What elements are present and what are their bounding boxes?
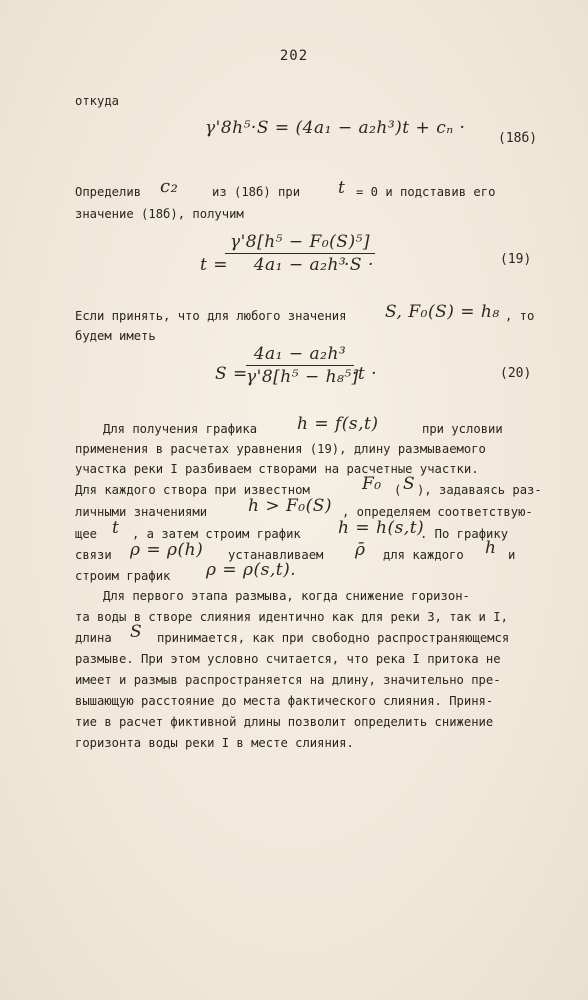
text-paren-open: (: [394, 483, 402, 497]
symbol-s-1: S: [403, 474, 416, 494]
equation-19-label: (19): [500, 252, 532, 267]
text-lichnymi: личными значениями: [75, 505, 208, 519]
symbol-s-fo-s: S, F₀(S) = h₈: [385, 302, 500, 322]
text-uchastka: участка реки I разбиваем створами на расчетные участки.: [75, 462, 479, 476]
text-gorizonta: горизонта воды реки I в месте слияния.: [75, 736, 354, 750]
text-prinimaetsya: принимается, как при свободно распространяющемся: [157, 631, 510, 645]
equation-20-label: (20): [500, 366, 532, 381]
text-opredeliv: Определив: [75, 185, 142, 199]
equation-19-numerator: γ'8[h⁵ − F₀(S)⁵]: [225, 232, 375, 254]
text-iz-18b: из (18б) при: [212, 185, 301, 199]
symbol-h-h-st: h = h(s,t): [338, 518, 425, 538]
symbol-h-1: h: [485, 538, 497, 558]
text-to: , то: [505, 309, 535, 323]
text-znachenie: значение (18б), получим: [75, 207, 244, 221]
text-ta-vody: та воды в створе слияния идентично как для реки 3, так и I,: [75, 610, 508, 624]
text-tie-v-raschet: тие в расчет фиктивной длины позволит определить снижение: [75, 715, 494, 729]
equation-18b: γ'8h⁵·S = (4a₁ − a₂h³)t + cₙ ·: [205, 118, 466, 138]
text-dlya-pervogo: Для первого этапа размыва, когда снижение горизон-: [103, 589, 470, 603]
text-dlina: длина: [75, 631, 112, 645]
text-vyshayushchuyu: вышающую расстояние до места фактического слияния. Приня-: [75, 694, 494, 708]
text-pri-uslovii: при условии: [422, 422, 503, 436]
text-a-zatem: , а затем строим график: [132, 527, 301, 541]
text-i: и: [508, 548, 516, 562]
text-stroim-grafik: строим график: [75, 569, 171, 583]
equation-20-s: S =: [215, 364, 248, 384]
symbol-h-f-st: h = f(s,t): [297, 414, 379, 434]
symbol-t-zero: t: [338, 178, 346, 198]
text-imeet: имеет и размыв распространяется на длину, значительно пре-: [75, 673, 501, 687]
text-dlya-polucheniya: Для получения графика: [103, 422, 258, 436]
text-otkuda: откуда: [75, 94, 120, 108]
text-podstaviv: = 0 и подставив его: [356, 185, 496, 199]
text-primeneniya: применения в расчетах уравнения (19), длину размываемого: [75, 442, 486, 456]
text-opredelyaem: , определяем соответствую-: [342, 505, 533, 519]
text-po-grafiku: . По графику: [420, 527, 509, 541]
text-shchee: щее: [75, 527, 98, 541]
symbol-h-gt-fo: h > F₀(S): [248, 496, 333, 516]
equation-18b-label: (18б): [498, 131, 538, 146]
symbol-rho-bar: ρ̄: [355, 540, 366, 560]
text-dlya-kazhdogo: для каждого: [383, 548, 464, 562]
symbol-rho-h: ρ = ρ(h): [130, 540, 204, 560]
equation-19-t: t =: [200, 255, 228, 275]
text-dlya-kazhdogo-stvora: Для каждого створа при известном: [75, 483, 310, 497]
symbol-fo: F₀: [362, 474, 382, 494]
text-svyazi: связи: [75, 548, 112, 562]
equation-20-numerator: 4a₁ − a₂h³: [246, 344, 354, 366]
symbol-t-1: t: [112, 518, 120, 538]
symbol-rho-st: ρ = ρ(s,t).: [206, 560, 297, 580]
text-zadavayas: ), задаваясь раз-: [417, 483, 542, 497]
equation-19-denominator: 4a₁ − a₂h³: [253, 255, 347, 275]
text-budem-imet: будем иметь: [75, 329, 156, 343]
symbol-c2: c₂: [160, 176, 179, 197]
equation-20-fraction: [246, 344, 359, 387]
text-razmyve: размыве. При этом условно считается, что река I притока не: [75, 652, 501, 666]
equation-19-tail: ·S ·: [344, 255, 374, 275]
equation-20-tail: ·t ·: [352, 364, 378, 384]
symbol-s-2: S: [130, 622, 143, 642]
equation-20-denominator: γ'8[h⁵ − h₈⁵]: [246, 367, 359, 387]
page-number: 202: [279, 48, 309, 64]
text-esli-prinyat: Если принять, что для любого значения: [75, 309, 347, 323]
text-ustanavlivaem: устанавливаем: [228, 548, 324, 562]
